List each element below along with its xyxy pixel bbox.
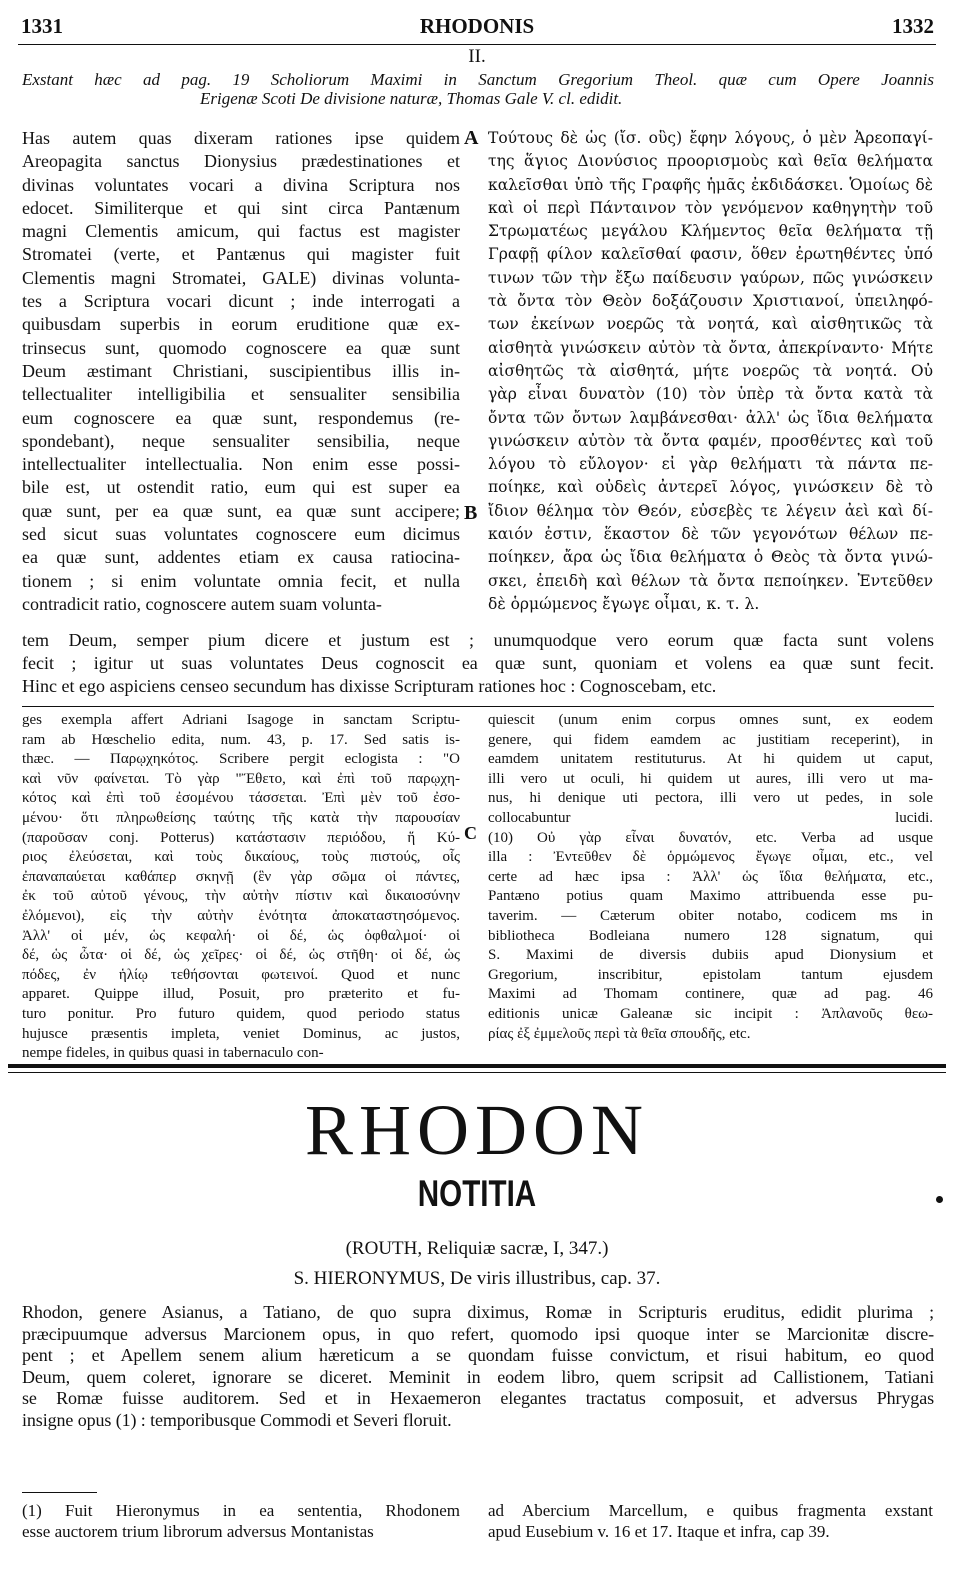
latin-line: Has autem quas dixeram rationes ipse quidem	[22, 128, 460, 148]
note-line: ἐκ τοῦ αὐτοῦ γένους, τὴν αὐτὴν πίστιν καὶ δικαιοσύνην	[22, 888, 460, 905]
note-line: δέ, ὡς ὦτα· οἱ δέ, ὡς χεῖρες· οἱ δέ, ὡς στῆθη· οἱ δέ, ὡς	[22, 947, 460, 964]
note-line: Maximi ad Thomam continere, quæ ad pag. 46	[488, 986, 933, 1003]
footnote-line: ad Abercium Marcellum, e quibus fragmenta exstant	[488, 1501, 933, 1520]
note-line: κότος καὶ ἐπὶ τοῦ ἐσομένου τάσσεται. Ἐπὶ μὲν τοῦ ἐσο-	[22, 790, 460, 807]
latin-line: tionem ; si enim voluntate omnia fecit, et nulla	[22, 570, 460, 591]
note-line: Pantæno potius quam Maximo attribuenda esse pu-	[488, 888, 933, 905]
source-citation-2	[0, 1268, 954, 1290]
body-line: pent ; et Apellem senem alium hæreticum a se quondam fuisse convictum, et risui habitum, eo quod	[22, 1345, 934, 1365]
latin-line: quibusdam superbis in eorum eruditione quæ ex-	[22, 314, 460, 335]
latin-line: tes a Scriptura vocari dicunt ; inde interrogati a	[22, 291, 460, 312]
greek-line: γινώσκειν αὐτὸν τὰ ὄντα φαμέν, προσθέντες καὶ τοῦ	[488, 431, 933, 450]
note-line: taverim. — Cæterum obiter notabo, codicem ms in	[488, 907, 933, 924]
note-line: πόδες, ἐν ἡλίῳ τεθήσονται φωτεινοί. Quod et nunc	[22, 966, 460, 983]
body-line: insigne opus (1) : temporibusque Commodi et Severi floruit.	[22, 1409, 452, 1430]
source-citation-1: (ROUTH, Reliquiæ sacræ, I, 347.)	[345, 1238, 609, 1259]
note-line: μένου· ὅτι πληρωθείσης ταύτης τῆς κατὰ τὴν παρουσίαν	[22, 809, 460, 826]
note-line: ram ab Hœschelio edita, num. 43, p. 17. Sed satis is-	[22, 731, 460, 748]
continuation-line: fecit ; igitur ut suas voluntates Deus cognoscit ea quæ sunt, quoniam et volens ea quæ sunt fecit.	[22, 653, 934, 673]
note-line: ρίας ἐξ ἐμμελοῦς περὶ τὰ θεῖα σπουδῆς, etc.	[488, 1025, 751, 1042]
greek-line: τινων τῶν τὴν ἔξω παίδευσιν γαύρων, πῶς γινώσκειν	[488, 268, 933, 287]
latin-continuation	[22, 629, 934, 698]
note-line: illa : Ἐντεῦθεν δὲ ὁρμώμενος ἔγωγε οἶμαι, etc., vel	[488, 849, 933, 866]
greek-line: Γραφῇ φίλον καλεῖσθαί φασιν, ὅθεν ἐρωτηθέντες ὑπό	[488, 245, 933, 264]
body-line: Deum, quem coleret, ignorare se diceret. Meminit in eodem libro, quem scripsit ad Callistionem, Tatiani	[22, 1366, 934, 1387]
greek-line: Τούτους δὲ ὡς (ἴσ. οὓς) ἔφην λόγους, ὁ μὲν Ἀρεοπαγί-	[488, 129, 933, 147]
note-line: hujusce præsentis impleta, veniet Dominus, ac justos,	[22, 1025, 460, 1042]
note-line: bibliotheca Bodleiana numero 128 signatum, qui	[488, 927, 933, 944]
footnote-line: esse auctorem trium librorum adversus Montanistas	[22, 1522, 374, 1541]
chapter-title: RHODON	[304, 1090, 649, 1170]
footnote-line: (1) Fuit Hieronymus in ea sententia, Rhodonem	[22, 1501, 460, 1520]
greek-line: ἴδιον θέλημα τὸν Θεόν, εὐσεβὲς τε λέγειν ἀεὶ καὶ δί-	[488, 501, 933, 520]
greek-line: των ἐκείνων νοερῶς τὰ νοητά, καὶ αἰσθητικῶς τὰ	[488, 315, 933, 334]
latin-line: Clementis magni Stromatei, GALE) divinas volunta-	[22, 267, 460, 288]
note-line: illi vero ut oculi, hi quidem ut aures, illi vero ut ma-	[488, 770, 933, 787]
note-line: nempe fideles, in quibus quasi in tabernaculo con-	[22, 1045, 324, 1062]
latin-line: sed sicut suas voluntates cognoscere eum dicimus	[22, 524, 460, 545]
latin-line: trinsecus sunt, quomodo cognoscere ea quæ sunt	[22, 337, 460, 358]
greek-line: τὰ ὄντα τὸν Θεὸν δοξάζουσιν Χριστιανοί, ὑπειληφό-	[488, 292, 933, 311]
latin-line: quæ sunt, per ea quæ sunt, ea quæ sunt accipere;	[22, 500, 460, 521]
intro-line-2: Erigenæ Scoti De divisione naturæ, Thomas Gale V. cl. edidit.	[200, 89, 623, 108]
source2-author: S. HIERONYMUS	[293, 1268, 441, 1289]
note-line: καὶ νῦν φαίνεται. Τὸ γὰρ "Ἔθετο, καὶ ἐπὶ τοῦ παρῳχη-	[22, 770, 460, 787]
latin-line: eum cognoscere ea quæ sunt, respondemus (re-	[22, 407, 460, 428]
greek-line: καιόν ἐστιν, ἕκαστον δὲ τῶν γεγονότων θέλων πε-	[488, 525, 933, 544]
greek-column	[488, 127, 933, 616]
latin-line: Stromatei (verte, et Pantænus qui magister fuit	[22, 244, 460, 265]
latin-line: tellectualiter intelligibilia et sensualiter sensibilia	[22, 384, 460, 405]
notes-rule	[22, 706, 934, 707]
margin-marker-c: C	[464, 823, 477, 843]
page-number-right: 1332	[892, 14, 934, 38]
note-line: turo ponitur. Pro futuro quidem, quod periodo status	[22, 1005, 460, 1022]
footnote-left	[22, 1500, 460, 1542]
latin-line: magni Clementis amicum, qui factus est magister	[22, 221, 460, 242]
section-divider-thin	[8, 1072, 946, 1073]
header-rule	[18, 44, 936, 45]
chapter-subtitle: NOTITIA	[417, 1173, 537, 1214]
greek-line: ποίηκεν, ἄρα ὡς ἴδια θελήματα ὁ Θεὸς τὰ ὄντα γινώ-	[488, 548, 933, 567]
greek-line: λόγου τὸ εὔλογον· εἰ γὰρ θελήματι τὰ πάντα πε-	[488, 455, 933, 474]
note-line: certe ad hæc ipsa : Ἀλλ' ὡς ἴδια θελήματα, etc.,	[488, 868, 933, 885]
footnote-line: apud Eusebium v. 16 et 17. Itaque et infra, cap 39.	[488, 1522, 830, 1541]
greek-line: της ἅγιος Διονύσιος προορισμοὺς καὶ θεῖα θελήματα	[488, 152, 933, 171]
note-line: (10) Οὐ γὰρ εἶναι δυνατόν, etc. Verba ad usque	[488, 829, 933, 846]
latin-line: Deum æstimant Christiani, suscipientibus illis in-	[22, 360, 460, 381]
note-line: collocabuntur lucidi.	[488, 809, 933, 826]
greek-line: καὶ οἱ περὶ Πάνταινον τὸν γενόμενον καθηγητὴν τοῦ	[488, 198, 933, 217]
greek-line: Στρωματέως μεγάλου Κλήμεντος θεῖα θελήματα τῇ	[488, 222, 933, 241]
source1-author: ROUTH	[351, 1238, 418, 1259]
note-line: ἐπαναπαύεται καθάπερ σκηνῇ (ἓν γὰρ σῶμα οἱ πάντες,	[22, 868, 460, 885]
note-line: editionis unicæ Galeanæ sic incipit : Ἀπλανοῦς θεω-	[488, 1005, 933, 1022]
greek-line: αἰσθητῶς τὰ αἰσθητά, μήτε νοερῶς τὰ νοητά. Οὐ	[488, 361, 933, 380]
continuation-line: tem Deum, semper pium dicere et justum est ; unumquodque vero eorum quæ facta sunt volens	[22, 630, 934, 650]
page-number-left: 1331	[21, 14, 63, 38]
source1-rest: , Reliquiæ sacræ, I, 347.)	[417, 1238, 609, 1259]
latin-line: Areopagita sanctus Dionysius prædestinationes et	[22, 151, 460, 172]
latin-line: contradicit ratio, cognoscere autem suam volunta-	[22, 593, 382, 614]
note-line: Ἀλλ' οἱ μέν, ὡς κεφαλή· οἱ δέ, ὡς ὀφθαλμοί· οἱ	[22, 927, 460, 944]
body-line: præcipuumque adversus Marcionem opus, in quo refert, quomodo ipsi quoque inter se Marcionitæ discre-	[22, 1323, 934, 1344]
latin-line: bile est, ut ostendit ratio, eum qui est super ea	[22, 477, 460, 498]
greek-line: γὰρ εἶναι δυνατὸν (10) τὸν ὑπὲρ τὰ ὄντα κατὰ τὰ	[488, 385, 933, 404]
notitia-body	[22, 1302, 934, 1431]
body-line: se Romæ fuisse auditorem. Sed et in Hexaemeron elegantes tractatus composuit, et adversus Phrygas	[22, 1388, 934, 1408]
latin-line: edocet. Similiterque et qui sint circa Pantænum	[22, 197, 460, 218]
intro-line-1: Exstant hæc ad pag. 19 Scholiorum Maximi in Sanctum Gregorium Theol. quæ cum Opere Joannis	[22, 70, 934, 89]
margin-dot	[936, 1196, 943, 1203]
note-line: thæc. — Παρῳχηκότος. Scribere pergit eclogista : "Ο	[22, 751, 460, 768]
greek-line: καλεῖσθαι ὑπὸ τῆς Γραφῆς ἡμᾶς ἐκδιδάσκει. Ὁμοίως δὲ	[488, 175, 933, 194]
note-line: nus, hi denique uti pectora, illi vero ut pedes, in sole	[488, 790, 933, 807]
note-line: (παροῦσαν conj. Potterus) κατάστασιν περιόδου, ἥ Κύ-	[22, 829, 460, 846]
notes-left-column	[22, 711, 460, 1064]
latin-column	[22, 127, 460, 616]
notes-right-column	[488, 711, 933, 1044]
note-line: apparet. Quippe illud, Posuit, pro præterito et fu-	[22, 986, 460, 1003]
note-line: ριος ἐλεύσεται, καὶ τοὺς δικαίους, τοὺς πιστούς, οἷς	[22, 849, 460, 866]
note-line: S. Maximi de diversis dubiis apud Dionysium et	[488, 947, 933, 964]
margin-marker-a: A	[464, 127, 479, 149]
note-line: eamdem unitatem restituturus. At hi quidem ut caput,	[488, 751, 933, 768]
greek-line: σκει, ἐπειδὴ καὶ θέλων τὰ ὄντα πεποίηκεν. Ἐντεῦθεν	[488, 571, 933, 590]
greek-line: δὲ ὁρμώμενος ἔγωγε οἶμαι, κ. τ. λ.	[488, 594, 760, 613]
body-line: Rhodon, genere Asianus, a Tatiano, de quo supra diximus, Romæ in Scripturis eruditus, edidit plurima ;	[22, 1302, 934, 1322]
greek-line: ὄντα τῶν ὄντων λαμβάνεσθαι· ἀλλ' ὡς ἴδια θελήματα	[488, 408, 933, 427]
latin-line: intellectualiter intellectualia. Non enim esse possi-	[22, 454, 460, 475]
running-title: RHODONIS	[419, 14, 535, 38]
footnote-right	[488, 1500, 933, 1542]
section-divider-thick	[8, 1064, 946, 1068]
note-line: ges exempla affert Adriani Isagoge in sanctam Scriptu-	[22, 712, 460, 728]
continuation-line: Hinc et ego aspiciens censeo secundum has dixisse Scripturam rationes hoc : Cognoscebam, etc.	[22, 676, 717, 696]
margin-marker-b: B	[464, 502, 478, 524]
latin-line: ea quæ sunt, addentes etiam ex causa ratiocina-	[22, 547, 460, 568]
greek-line: ποίηκε, καὶ οὐδεὶς ἀντερεῖ λόγος, γινώσκειν δὲ τὸ	[488, 478, 933, 497]
latin-line: divinas voluntates vocari a divina Scriptura nos	[22, 174, 460, 195]
intro-note	[22, 70, 934, 108]
note-line: ἐλόμενοι), εἰς τὴν αὐτὴν ἑνότητα ἀποκαταστησόμενος.	[22, 907, 460, 924]
greek-line: αἰσθητὰ γινώσκειν αὐτὸν τὰ ὄντα, ἀπεκρίναντο· Μήτε	[488, 338, 933, 357]
note-line: quiescit (unum enim corpus omnes sunt, ex eodem	[488, 712, 933, 728]
section-number: II.	[468, 46, 486, 67]
note-line: genere, qui fidem eamdem ac justitiam receperint), in	[488, 731, 933, 748]
note-line: Gregorium, inscribitur, epistolam tantum ejusdem	[488, 966, 933, 983]
latin-line: spondebant), neque sensualiter sensibilia, neque	[22, 430, 460, 451]
source2-rest: , De viris illustribus, cap. 37.	[440, 1268, 661, 1289]
footnote-rule	[22, 1492, 97, 1493]
